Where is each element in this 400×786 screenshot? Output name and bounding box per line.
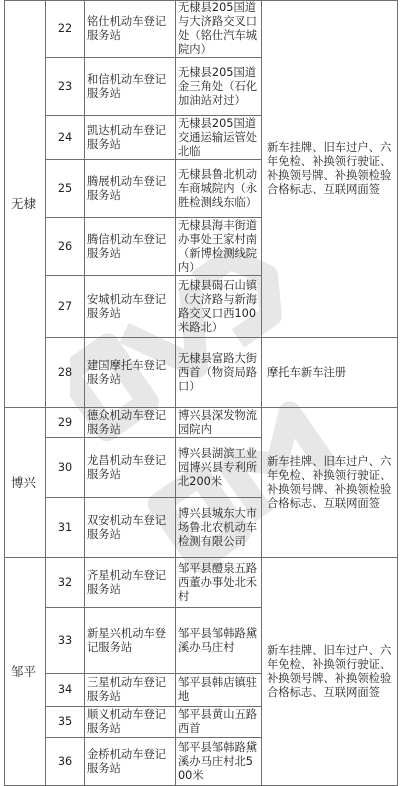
station-name: 金桥机动车登记服务站 (85, 738, 176, 786)
station-address: 博兴县深发物流园院内 (176, 408, 262, 438)
station-name: 和信机动车登记服务站 (85, 58, 176, 116)
station-number: 29 (46, 408, 85, 438)
station-address: 无棣县富路大街西首（物资局路口） (176, 338, 262, 408)
station-number: 25 (46, 160, 85, 218)
station-number: 31 (46, 498, 85, 558)
station-address: 博兴县城东大市场鲁北农机动车检测有限公司 (176, 498, 262, 558)
station-address: 邹平县邹韩路黛溪办马庄村 (176, 608, 262, 674)
station-number: 28 (46, 338, 85, 408)
station-number: 36 (46, 738, 85, 786)
station-number: 24 (46, 116, 85, 160)
station-address: 无棣县205国道金三角处（石化加油站对过） (176, 58, 262, 116)
station-number: 33 (46, 608, 85, 674)
station-name: 安城机动车登记服务站 (85, 276, 176, 338)
station-address: 无棣县205国道交通运输运管处北临 (176, 116, 262, 160)
station-address: 无棣县鲁北机动车商城院内（永胜检测线东临） (176, 160, 262, 218)
station-address: 邹平县醴泉五路西董办事处北禾村 (176, 558, 262, 608)
station-name: 腾展机动车登记服务站 (85, 160, 176, 218)
station-name: 新星兴机动车登记服务站 (85, 608, 176, 674)
station-name: 建国摩托车登记服务站 (85, 338, 176, 408)
station-number: 27 (46, 276, 85, 338)
station-number: 32 (46, 558, 85, 608)
station-name: 三星机动车登记服务站 (85, 674, 176, 707)
city-cell-zouping: 邹平 (5, 558, 46, 786)
services-cell-zouping: 新车挂牌、旧车过户、六年免检、补换领行驶证、补换领号牌、补换领检验合格标志、互联网面签 (262, 558, 398, 786)
station-number: 35 (46, 707, 85, 738)
station-address: 无棣县海丰街道办事处王家村南（新博检测线院内） (176, 218, 262, 276)
station-name: 齐星机动车登记服务站 (85, 558, 176, 608)
station-number: 26 (46, 218, 85, 276)
station-number: 34 (46, 674, 85, 707)
station-address: 邹平县韩店镇驻地 (176, 674, 262, 707)
services-cell-boxing: 新车挂牌、旧车过户、六年免检、补换领行驶证、补换领号牌、补换领检验合格标志、互联网面签 (262, 408, 398, 558)
station-address: 邹平县邹韩路黛溪办马庄村北500米 (176, 738, 262, 786)
station-address: 无棣县205国道与大济路交叉口处（铭仕汽车城院内） (176, 1, 262, 58)
city-cell-boxing: 博兴 (5, 408, 46, 558)
station-name: 双安机动车登记服务站 (85, 498, 176, 558)
station-name: 铭仕机动车登记服务站 (85, 1, 176, 58)
station-name: 腾信机动车登记服务站 (85, 218, 176, 276)
station-address: 博兴县湖滨工业园博兴县专利所北200米 (176, 438, 262, 498)
station-number: 30 (46, 438, 85, 498)
station-address: 无棣县碣石山镇（大济路与新海路交叉口西100米路北） (176, 276, 262, 338)
station-name: 德众机动车登记服务站 (85, 408, 176, 438)
station-name: 顺义机动车登记服务站 (85, 707, 176, 738)
station-name: 龙昌机动车登记服务站 (85, 438, 176, 498)
station-address: 邹平县黄山五路西首 (176, 707, 262, 738)
services-cell-motorcycle: 摩托车新车注册 (262, 338, 398, 408)
station-number: 22 (46, 1, 85, 58)
station-name: 凯达机动车登记服务站 (85, 116, 176, 160)
city-cell-wudi: 无棣 (5, 1, 46, 408)
service-station-table (4, 0, 398, 786)
services-cell-wudi: 新车挂牌、旧车过户、六年免检、补换领行驶证、补换领号牌、补换领检验合格标志、互联网面签 (262, 1, 398, 338)
station-number: 23 (46, 58, 85, 116)
